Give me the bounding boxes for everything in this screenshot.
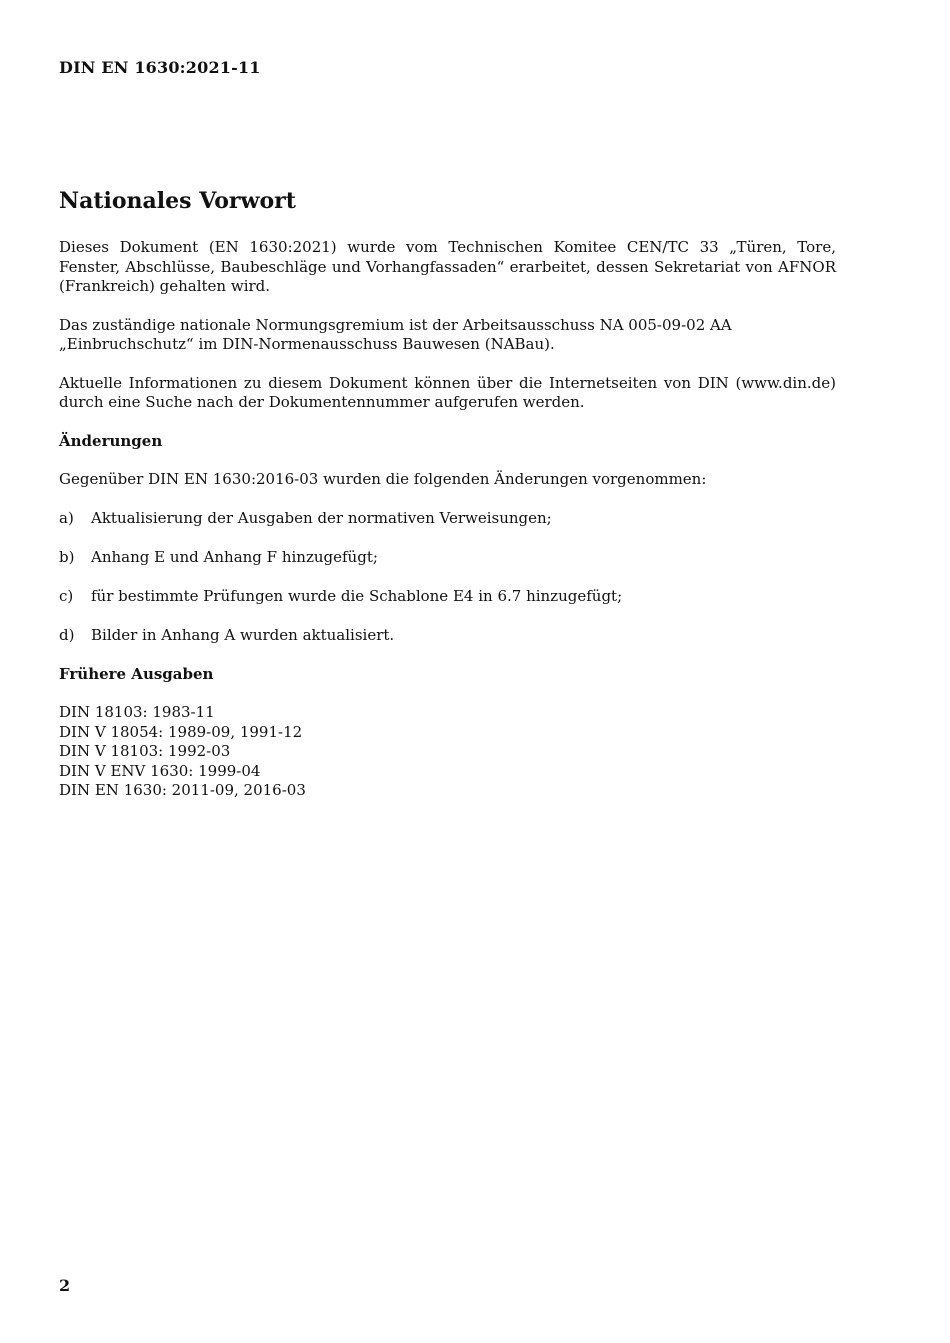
list-item-text: für bestimmte Prüfungen wurde die Schablone E4 in 6.7 hinzugefügt; xyxy=(91,586,623,605)
list-marker: b) xyxy=(59,547,75,566)
main-content xyxy=(59,186,836,801)
list-item xyxy=(59,626,836,646)
foreword-paragraph-2: Das zuständige nationale Normungsgremium ist der Arbeitsausschuss NA 005-09-02 AA „Einbruchschutz“ im DIN-Normenausschuss Bauwesen (NABau). xyxy=(59,315,732,353)
edition-line: DIN V 18103: 1992-03 xyxy=(59,742,231,760)
previous-editions-heading: Frühere Ausgaben xyxy=(59,664,214,683)
page-number: 2 xyxy=(59,1276,71,1295)
list-item xyxy=(59,548,836,568)
document-id-header: DIN EN 1630:2021-11 xyxy=(59,58,261,77)
changes-intro: Gegenüber DIN EN 1630:2016-03 wurden die folgenden Änderungen vorgenommen: xyxy=(59,470,707,488)
list-item-text: Bilder in Anhang A wurden aktualisiert. xyxy=(91,625,395,644)
foreword-paragraph-3: Aktuelle Informationen zu diesem Dokument können über die Internetseiten von DIN (www.din.de) durch eine Suche nach der Dokumentennummer aufgerufen werden. xyxy=(59,373,836,411)
edition-line: DIN 18103: 1983-11 xyxy=(59,703,215,721)
foreword-paragraph-1: Dieses Dokument (EN 1630:2021) wurde vom Technischen Komitee CEN/TC 33 „Türen, Tore, Fenster, Abschlüsse, Baubeschläge und Vorhangfassaden“ erarbeitet, dessen Sekretariat von AFNOR (Frankreich) gehalten wird. xyxy=(59,238,836,295)
edition-line: DIN V ENV 1630: 1999-04 xyxy=(59,761,261,780)
list-marker: a) xyxy=(59,508,74,527)
list-marker: c) xyxy=(59,586,74,605)
changes-heading: Änderungen xyxy=(59,431,163,450)
edition-line: DIN EN 1630: 2011-09, 2016-03 xyxy=(59,781,306,799)
previous-editions-list xyxy=(59,703,836,801)
list-item-text: Anhang E und Anhang F hinzugefügt; xyxy=(91,547,378,566)
list-item-text: Aktualisierung der Ausgaben der normativen Verweisungen; xyxy=(91,508,552,527)
list-item xyxy=(59,509,836,529)
list-marker: d) xyxy=(59,625,75,644)
list-item xyxy=(59,587,836,607)
section-title: Nationales Vorwort xyxy=(59,188,296,214)
changes-list xyxy=(59,509,836,646)
edition-line: DIN V 18054: 1989-09, 1991-12 xyxy=(59,722,303,741)
